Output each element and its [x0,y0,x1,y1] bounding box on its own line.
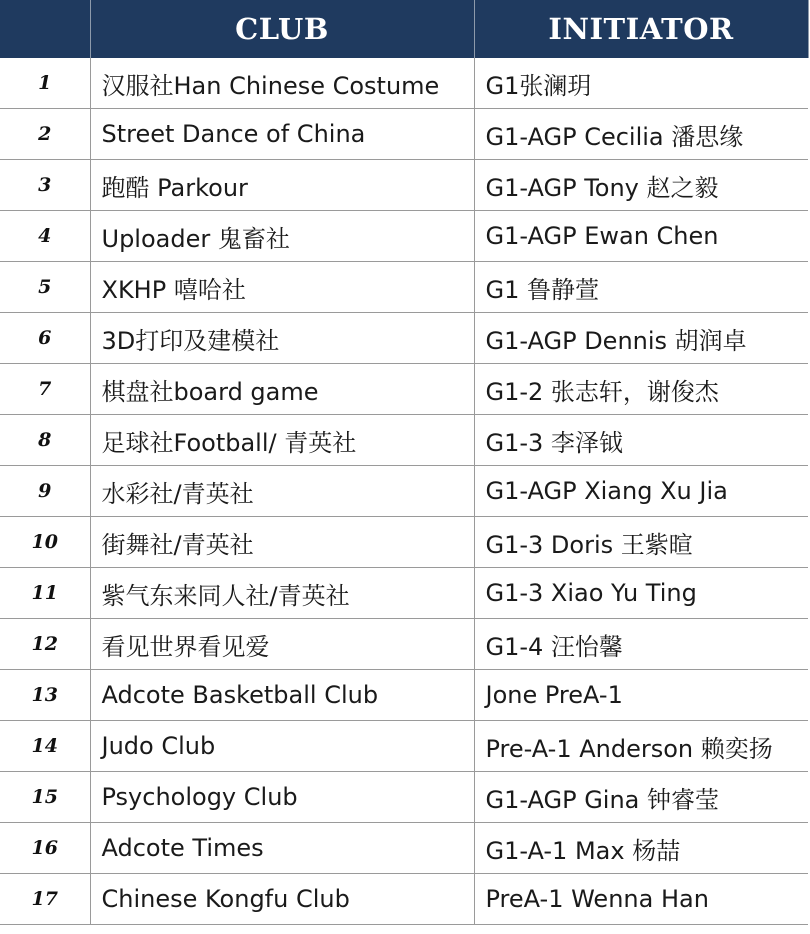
table-body [0,58,808,925]
initiator-name: G1-3 Doris 王紫暄 [474,517,808,568]
club-name: Street Dance of China [90,109,474,160]
row-number: 6 [0,313,90,364]
initiator-name: G1-3 Xiao Yu Ting [474,568,808,619]
table-row [0,262,808,313]
table-row [0,415,808,466]
table-row [0,211,808,262]
table-row [0,874,808,925]
initiator-name: G1-AGP Ewan Chen [474,211,808,262]
row-number: 17 [0,874,90,925]
table-row [0,619,808,670]
row-number: 1 [0,58,90,109]
club-name: Adcote Basketball Club [90,670,474,721]
club-name: 棋盘社board game [90,364,474,415]
table-row [0,313,808,364]
initiator-name: G1-3 李泽钺 [474,415,808,466]
club-name: Judo Club [90,721,474,772]
club-name: 3D打印及建模社 [90,313,474,364]
initiator-name: G1张澜玥 [474,58,808,109]
initiator-name: Jone PreA-1 [474,670,808,721]
header-initiator: INITIATOR [474,0,808,58]
club-name: 汉服社Han Chinese Costume [90,58,474,109]
row-number: 12 [0,619,90,670]
table-row [0,721,808,772]
table-row [0,568,808,619]
initiator-name: Pre-A-1 Anderson 赖奕扬 [474,721,808,772]
table-row [0,160,808,211]
initiator-name: G1-A-1 Max 杨喆 [474,823,808,874]
club-name: Uploader 鬼畜社 [90,211,474,262]
row-number: 11 [0,568,90,619]
row-number: 8 [0,415,90,466]
row-number: 10 [0,517,90,568]
table-header [0,0,808,58]
initiator-name: G1-AGP Cecilia 潘思缘 [474,109,808,160]
club-name: 看见世界看见爱 [90,619,474,670]
table-row [0,517,808,568]
header-number [0,0,90,58]
table-row [0,772,808,823]
initiator-name: G1-AGP Dennis 胡润卓 [474,313,808,364]
club-name: 足球社Football/ 青英社 [90,415,474,466]
initiator-name: G1-AGP Tony 赵之毅 [474,160,808,211]
initiator-name: G1-AGP Gina 钟睿莹 [474,772,808,823]
initiator-name: G1-AGP Xiang Xu Jia [474,466,808,517]
table-row [0,466,808,517]
header-club: CLUB [90,0,474,58]
table-row [0,823,808,874]
row-number: 7 [0,364,90,415]
row-number: 9 [0,466,90,517]
initiator-name: PreA-1 Wenna Han [474,874,808,925]
club-name: Psychology Club [90,772,474,823]
initiator-name: G1 鲁静萱 [474,262,808,313]
header-row [0,0,808,58]
initiator-name: G1-2 张志轩，谢俊杰 [474,364,808,415]
table-row [0,364,808,415]
row-number: 2 [0,109,90,160]
club-name: 街舞社/青英社 [90,517,474,568]
row-number: 16 [0,823,90,874]
table-row [0,109,808,160]
table-row [0,58,808,109]
row-number: 3 [0,160,90,211]
club-name: XKHP 嘻哈社 [90,262,474,313]
row-number: 5 [0,262,90,313]
club-name: Chinese Kongfu Club [90,874,474,925]
row-number: 15 [0,772,90,823]
row-number: 13 [0,670,90,721]
club-name: 跑酷 Parkour [90,160,474,211]
row-number: 14 [0,721,90,772]
club-name: Adcote Times [90,823,474,874]
table-row [0,670,808,721]
initiator-name: G1-4 汪怡馨 [474,619,808,670]
row-number: 4 [0,211,90,262]
club-name: 紫气东来同人社/青英社 [90,568,474,619]
club-name: 水彩社/青英社 [90,466,474,517]
